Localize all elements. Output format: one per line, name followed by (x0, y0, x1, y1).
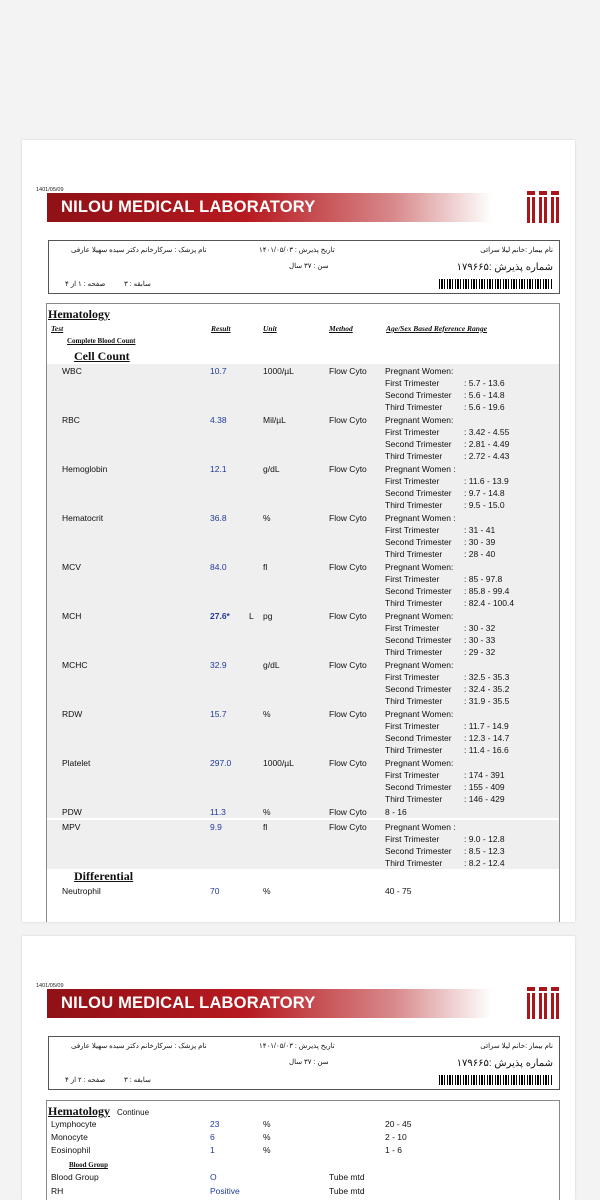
result-value: Positive (210, 1186, 240, 1196)
test-name: MCH (62, 611, 82, 621)
unit: % (263, 1132, 271, 1142)
print-date: 1401/05/09 (36, 187, 64, 193)
reference-label: First Trimester (385, 770, 440, 780)
reference-label: Pregnant Women : (385, 513, 456, 523)
reference-label: Pregnant Women : (385, 464, 456, 474)
unit: % (263, 1119, 271, 1129)
method: Flow Cyto (329, 366, 367, 376)
reference-line (385, 524, 495, 536)
reference-range: 2 - 10 (385, 1132, 407, 1142)
result-value: O (210, 1172, 217, 1182)
reference-label: First Trimester (385, 476, 440, 486)
reference-label: Pregnant Women: (385, 611, 454, 621)
table-row (47, 462, 559, 511)
result-value: 6 (210, 1132, 215, 1142)
reference-label: Second Trimester (385, 537, 452, 547)
reference-line (385, 450, 509, 462)
reference-label: Pregnant Women : (385, 822, 456, 832)
unit: 1000/µL (263, 366, 294, 376)
unit: fl (263, 562, 268, 572)
reference-label: First Trimester (385, 721, 440, 731)
reference-range (385, 610, 495, 658)
reference-line (385, 426, 509, 438)
reference-line (385, 695, 509, 707)
test-name: Monocyte (51, 1132, 88, 1142)
reference-value: : 30 - 39 (464, 537, 496, 547)
col-result: Result (211, 324, 231, 333)
test-name: MCV (62, 562, 81, 572)
test-name: Neutrophil (62, 886, 101, 896)
reference-value: : 12.3 - 14.7 (464, 733, 510, 743)
reference-line (385, 833, 505, 845)
table-row (47, 1144, 559, 1157)
col-unit: Unit (263, 324, 277, 333)
reference-value: : 9.5 - 15.0 (464, 500, 505, 510)
reference-label: Second Trimester (385, 846, 452, 856)
table-row (47, 707, 559, 756)
result-value: 23 (210, 1119, 220, 1129)
unit: % (263, 1145, 271, 1155)
doctor-name: نام پزشک : سرکارخانم دکتر سیده سهیلا عارفی (71, 1043, 207, 1050)
reference-value: : 2.81 - 4.49 (464, 439, 510, 449)
reference-label: Third Trimester (385, 647, 443, 657)
reference-value: : 5.6 - 19.6 (464, 402, 505, 412)
method: Flow Cyto (329, 513, 367, 523)
reference-label: Third Trimester (385, 858, 443, 868)
reference-line (385, 377, 505, 389)
method: Tube mtd (329, 1172, 365, 1182)
unit: g/dL (263, 660, 280, 670)
reference-value: : 5.7 - 13.6 (464, 378, 505, 388)
result-flag: L (249, 611, 254, 621)
unit: 1000/µL (263, 758, 294, 768)
test-name: Blood Group (51, 1172, 99, 1182)
reference-line (385, 732, 509, 744)
test-name: Platelet (62, 758, 91, 768)
reference-line (385, 365, 505, 377)
reference-label: Second Trimester (385, 733, 452, 743)
unit: pg (263, 611, 273, 621)
lab-name: NILOU MEDICAL LABORATORY (61, 994, 316, 1012)
result-value: 11.3 (210, 807, 226, 817)
reference-value: : 174 - 391 (464, 770, 505, 780)
reference-line (385, 561, 514, 573)
table-row (47, 756, 559, 805)
reference-value: : 2.72 - 4.43 (464, 451, 510, 461)
barcode (439, 279, 553, 289)
reference-line (385, 389, 505, 401)
reference-range: 40 - 75 (385, 886, 412, 896)
unit: % (263, 513, 271, 523)
result-value: 84.0 (210, 562, 227, 572)
reference-value: : 28 - 40 (464, 549, 496, 559)
table-row (47, 1118, 559, 1131)
reference-label: First Trimester (385, 525, 440, 535)
reference-value: : 146 - 429 (464, 794, 505, 804)
reference-line (385, 646, 495, 658)
reference-line (385, 438, 509, 450)
patient-name: نام بیمار :خانم لیلا سرائی (480, 247, 553, 254)
reference-range (385, 365, 505, 413)
reference-range (385, 414, 509, 462)
table-row (47, 820, 559, 869)
reference-label: Third Trimester (385, 500, 443, 510)
reference-line (385, 769, 505, 781)
result-value: 36.8 (210, 513, 227, 523)
reference-range (385, 463, 509, 511)
result-value: 32.9 (210, 660, 227, 670)
reference-label: First Trimester (385, 574, 440, 584)
reference-line (385, 499, 509, 511)
results-table (46, 1100, 560, 1200)
reference-line (385, 573, 514, 585)
reference-line (385, 585, 514, 597)
result-value: 4.38 (210, 415, 227, 425)
reference-label: Pregnant Women: (385, 415, 454, 425)
reference-label: Second Trimester (385, 439, 452, 449)
table-row (47, 1185, 559, 1198)
reference-value: : 30 - 33 (464, 635, 496, 645)
reference-line (385, 857, 505, 869)
reference-value: : 5.6 - 14.8 (464, 390, 505, 400)
lab-banner (47, 989, 492, 1018)
test-name: RBC (62, 415, 80, 425)
reference-line (385, 845, 505, 857)
reference-line (385, 536, 495, 548)
reception-date: تاریخ پذیرش : ۱۴۰۱/۰۵/۰۳ (259, 1043, 335, 1050)
reference-value: : 8.2 - 12.4 (464, 858, 505, 868)
reference-label: First Trimester (385, 378, 440, 388)
table-row (47, 609, 559, 658)
unit: Mil/µL (263, 415, 286, 425)
patient-age: سن : ۳۷ سال (289, 263, 329, 270)
col-test: Test (51, 324, 64, 333)
reference-value: : 9.7 - 14.8 (464, 488, 505, 498)
row-shade (47, 805, 559, 818)
reference-value: : 32.4 - 35.2 (464, 684, 510, 694)
reference-label: Pregnant Women: (385, 562, 454, 572)
reference-line (385, 793, 505, 805)
reference-label: First Trimester (385, 834, 440, 844)
reference-range (385, 512, 495, 560)
report-page-1 (22, 140, 575, 922)
reference-line (385, 720, 509, 732)
method: Flow Cyto (329, 611, 367, 621)
blood-group-title: Blood Group (69, 1161, 108, 1169)
reception-number: شماره پذیرش :۱۷۹۶۶۵ (456, 1058, 553, 1069)
group-title: Cell Count (74, 349, 130, 363)
table-row (47, 364, 559, 413)
barcode (439, 1075, 553, 1085)
table-row (47, 805, 559, 818)
continue-label: Continue (117, 1108, 150, 1117)
method: Flow Cyto (329, 464, 367, 474)
reference-value: : 11.7 - 14.9 (464, 721, 509, 731)
test-name: RH (51, 1186, 64, 1196)
reference-label: Second Trimester (385, 488, 452, 498)
reference-range: 20 - 45 (385, 1119, 412, 1129)
reference-value: : 31 - 41 (464, 525, 496, 535)
reference-value: : 32.5 - 35.3 (464, 672, 510, 682)
reference-range (385, 659, 509, 707)
reference-line (385, 821, 505, 833)
reference-line (385, 548, 495, 560)
reference-label: Third Trimester (385, 402, 443, 412)
unit: % (263, 807, 271, 817)
reference-range (385, 561, 514, 609)
history: سابقه : ۳ (124, 281, 151, 288)
reference-label: Third Trimester (385, 451, 443, 461)
reference-range (385, 708, 509, 756)
result-value: 12.1 (210, 464, 227, 474)
lab-banner (47, 193, 492, 222)
history: سابقه : ۳ (124, 1077, 151, 1084)
col-ref-range: Age/Sex Based Reference Range (386, 324, 488, 333)
table-row (47, 413, 559, 462)
reference-value: : 85.8 - 99.4 (464, 586, 510, 596)
method: Tube mtd (329, 1186, 365, 1196)
result-value: 10.7 (210, 366, 227, 376)
reference-line (385, 659, 509, 671)
reference-label: Third Trimester (385, 696, 443, 706)
differential-title: Differential (74, 869, 134, 883)
patient-age: سن : ۳۷ سال (289, 1059, 329, 1066)
reference-line (385, 463, 509, 475)
method: Flow Cyto (329, 415, 367, 425)
table-row (47, 1171, 559, 1184)
reference-value: : 8.5 - 12.3 (464, 846, 505, 856)
section-title: Hematology (48, 1104, 110, 1118)
reference-label: Third Trimester (385, 794, 443, 804)
table-row (47, 884, 559, 897)
reference-label: Pregnant Women: (385, 709, 454, 719)
reference-value: : 85 - 97.8 (464, 574, 503, 584)
reference-line (385, 597, 514, 609)
reception-number: شماره پذیرش :۱۷۹۶۶۵ (456, 262, 553, 273)
reference-value: : 82.4 - 100.4 (464, 598, 515, 608)
doctor-name: نام پزشک : سرکارخانم دکتر سیده سهیلا عارفی (71, 247, 207, 254)
reference-line (385, 414, 509, 426)
reference-line (385, 487, 509, 499)
test-name: MCHC (62, 660, 88, 670)
unit: % (263, 886, 271, 896)
reference-range (385, 757, 505, 805)
reference-label: First Trimester (385, 672, 440, 682)
reference-label: First Trimester (385, 623, 440, 633)
table-row (47, 658, 559, 707)
reception-date: تاریخ پذیرش : ۱۴۰۱/۰۵/۰۳ (259, 247, 335, 254)
reference-range (385, 821, 505, 869)
reference-line (385, 708, 509, 720)
result-value: 15.7 (210, 709, 227, 719)
lab-name: NILOU MEDICAL LABORATORY (61, 198, 316, 216)
reference-label: Third Trimester (385, 598, 443, 608)
reference-label: Second Trimester (385, 635, 452, 645)
table-row (47, 511, 559, 560)
reference-value: : 11.4 - 16.6 (464, 745, 509, 755)
reference-value: : 11.6 - 13.9 (464, 476, 509, 486)
test-name: Hemoglobin (62, 464, 108, 474)
result-value: 9.9 (210, 822, 222, 832)
reference-value: : 9.0 - 12.8 (464, 834, 505, 844)
unit: g/dL (263, 464, 280, 474)
results-table (46, 303, 560, 922)
reference-label: 8 - 16 (385, 807, 407, 817)
page-info: صفحه : ۱ از ۴ (65, 281, 106, 288)
unit: fl (263, 822, 268, 832)
reference-value: : 3.42 - 4.55 (464, 427, 510, 437)
result-value: 1 (210, 1145, 215, 1155)
reference-line (385, 671, 509, 683)
reference-line (385, 610, 495, 622)
reference-range (385, 806, 464, 818)
unit: % (263, 709, 271, 719)
method: Flow Cyto (329, 807, 367, 817)
test-name: PDW (62, 807, 82, 817)
reference-value: : 30 - 32 (464, 623, 496, 633)
reference-line (385, 401, 505, 413)
reference-label: Second Trimester (385, 684, 452, 694)
reference-label: Third Trimester (385, 745, 443, 755)
reference-line (385, 475, 509, 487)
result-value: 297.0 (210, 758, 232, 768)
test-name: WBC (62, 366, 82, 376)
lab-logo-icon (526, 191, 560, 223)
reference-value: : 31.9 - 35.5 (464, 696, 510, 706)
test-name: Eosinophil (51, 1145, 91, 1155)
reference-label: Second Trimester (385, 390, 452, 400)
reference-range: 1 - 6 (385, 1145, 403, 1155)
reference-line (385, 512, 495, 524)
reference-value: : 29 - 32 (464, 647, 496, 657)
reference-label: Third Trimester (385, 549, 443, 559)
print-date: 1401/05/09 (36, 983, 64, 989)
reference-line (385, 683, 509, 695)
reference-line (385, 634, 495, 646)
subsection-title: Complete Blood Count (67, 337, 136, 345)
table-row (47, 1131, 559, 1144)
test-name: RDW (62, 709, 83, 719)
reference-line (385, 622, 495, 634)
test-name: MPV (62, 822, 81, 832)
reference-line (385, 781, 505, 793)
patient-name: نام بیمار :خانم لیلا سرائی (480, 1043, 553, 1050)
method: Flow Cyto (329, 562, 367, 572)
reference-label: Pregnant Women: (385, 758, 454, 768)
test-name: Lymphocyte (51, 1119, 97, 1129)
lab-logo-icon (526, 987, 560, 1019)
method: Flow Cyto (329, 758, 367, 768)
reference-line (385, 806, 464, 818)
reference-line (385, 744, 509, 756)
result-value: 27.6* (210, 611, 230, 621)
method: Flow Cyto (329, 660, 367, 670)
report-page-2 (22, 936, 575, 1200)
test-name: Hematocrit (62, 513, 104, 523)
reference-value: : 155 - 409 (464, 782, 505, 792)
reference-label: Second Trimester (385, 586, 452, 596)
patient-header (48, 1036, 560, 1090)
reference-label: First Trimester (385, 427, 440, 437)
method: Flow Cyto (329, 822, 367, 832)
method: Flow Cyto (329, 709, 367, 719)
reference-label: Pregnant Women: (385, 366, 454, 376)
section-title: Hematology (48, 307, 110, 321)
result-value: 70 (210, 886, 220, 896)
reference-label: Pregnant Women: (385, 660, 454, 670)
page-info: صفحه : ۲ از ۴ (65, 1077, 106, 1084)
table-row (47, 560, 559, 609)
reference-line (385, 757, 505, 769)
col-method: Method (329, 324, 353, 333)
patient-header (48, 240, 560, 294)
reference-label: Second Trimester (385, 782, 452, 792)
